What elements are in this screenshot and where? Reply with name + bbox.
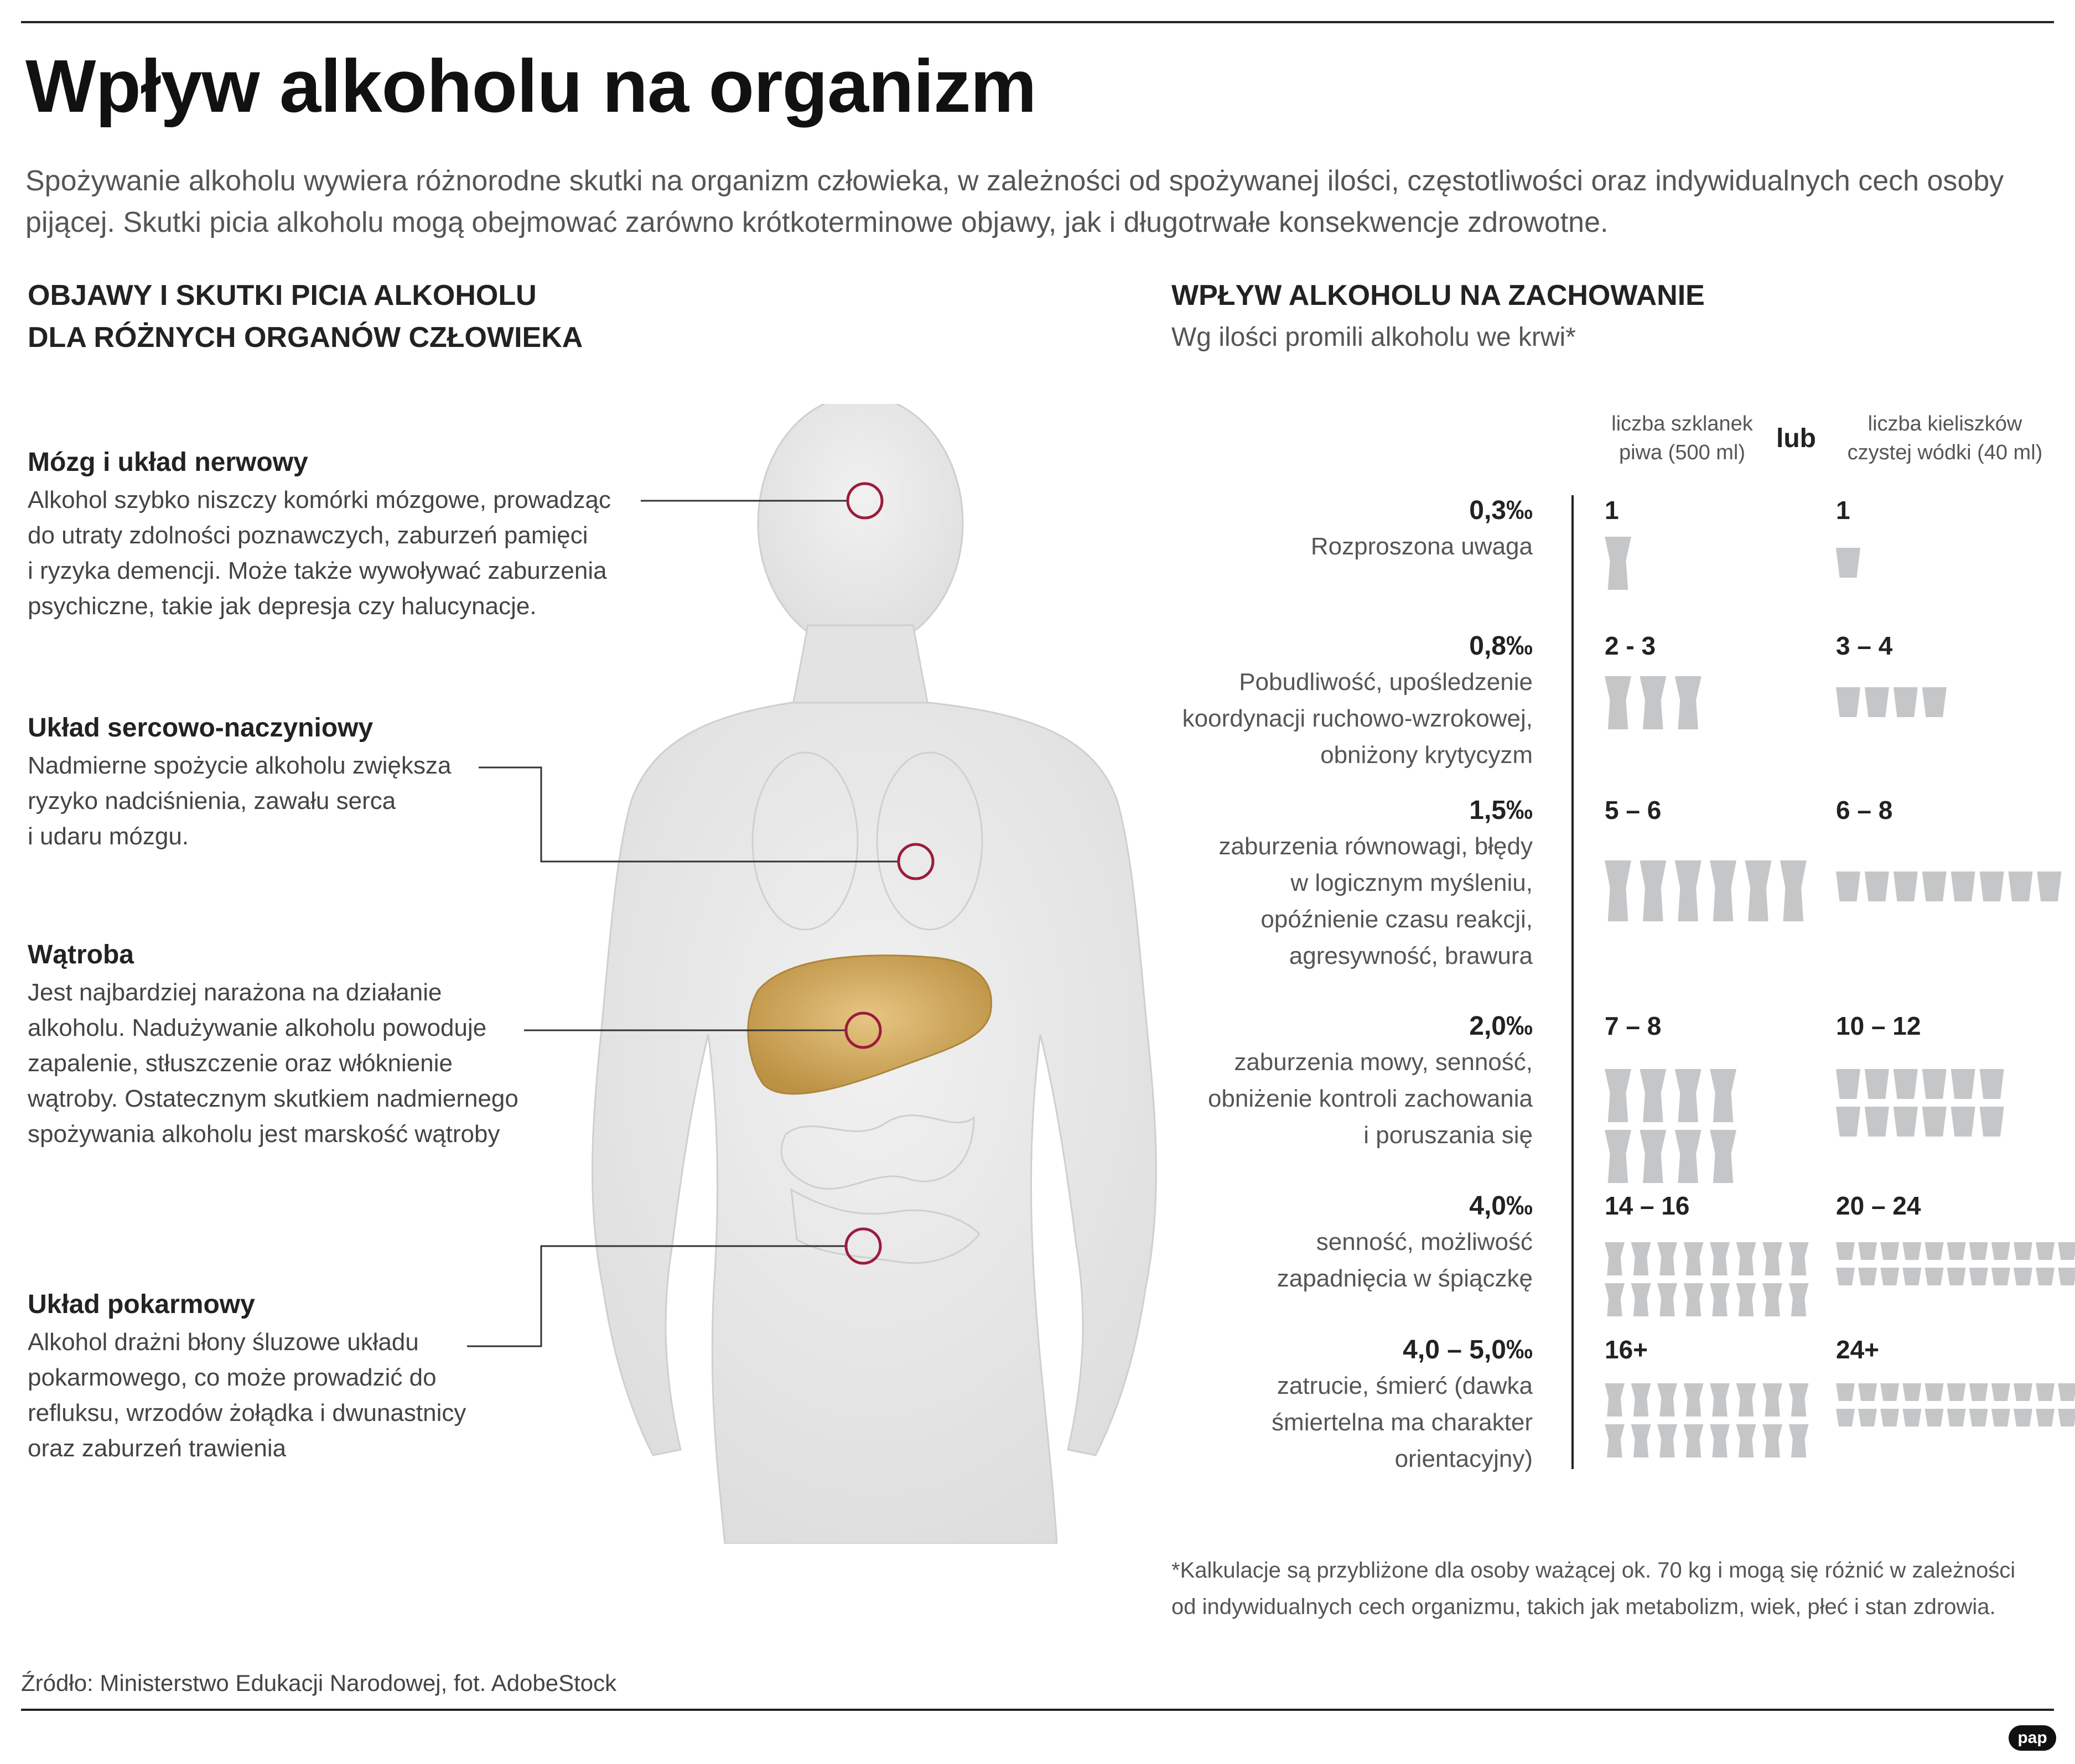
beer-count: 1 (1605, 496, 1619, 525)
beer-glass-icon (1710, 1424, 1730, 1457)
effect-line: orientacyjny) (1394, 1445, 1533, 1472)
organ-heading: Mózg i układ nerwowy (28, 448, 308, 477)
vodka-shot-icon (1924, 1268, 1943, 1285)
organ-text (28, 748, 451, 854)
vodka-shot-icon (1951, 1069, 1975, 1099)
vodka-shot-icon (1991, 1268, 2010, 1285)
beer-glass-icon (1710, 860, 1736, 921)
vodka-glyph-group (1836, 687, 1951, 725)
effect-line: zapadnięcia w śpiączkę (1277, 1265, 1533, 1292)
left-heading-line1: OBJAWY I SKUTKI PICIA ALKOHOLU (28, 279, 537, 312)
pap-logo: pap (2009, 1725, 2056, 1751)
vodka-shot-icon (1836, 1409, 1855, 1426)
vodka-shot-icon (1969, 1268, 1988, 1285)
heart-marker (899, 844, 933, 879)
effect-line: opóźnienie czasu reakcji, (1260, 906, 1533, 933)
beer-glyph-group (1605, 537, 1640, 598)
vodka-shot-icon (1836, 1268, 1855, 1285)
beer-count: 5 – 6 (1605, 796, 1662, 824)
vodka-shot-icon (1880, 1268, 1899, 1285)
beer-glass-icon (1710, 1069, 1736, 1122)
liver-marker (846, 1013, 880, 1047)
vodka-shot-icon (1980, 871, 2004, 901)
vodka-shot-icon (1858, 1383, 1877, 1401)
beer-column-header (1594, 409, 1771, 467)
beer-glass-icon (1762, 1424, 1782, 1457)
vodka-shot-icon (1865, 1069, 1889, 1099)
vodka-shot-icon (1836, 687, 1860, 717)
vodka-shot-icon (1858, 1268, 1877, 1285)
organ-text-line: do utraty zdolności poznawczych, zaburzeń pamięci (28, 522, 588, 549)
vodka-shot-icon (1922, 871, 1947, 901)
digestive-connector (467, 1246, 845, 1346)
vodka-shot-icon (1902, 1409, 1921, 1426)
beer-glass-icon (1789, 1283, 1809, 1316)
beer-glass-icon (1762, 1242, 1782, 1275)
beer-header-line: piwa (500 ml) (1618, 441, 1746, 464)
organ-heading: Układ sercowo-naczyniowy (28, 713, 374, 743)
organ-text-line: oraz zaburzeń trawienia (28, 1435, 287, 1462)
vodka-shot-icon (1902, 1242, 1921, 1260)
vodka-shot-icon (1947, 1383, 1966, 1401)
promille-value: 1,5‰ (1469, 796, 1533, 825)
vodka-shot-icon (1858, 1409, 1877, 1426)
organ-text-line: wątroby. Ostatecznym skutkiem nadmiernego (28, 1085, 518, 1112)
vodka-shot-icon (1924, 1409, 1943, 1426)
beer-glass-icon (1631, 1424, 1651, 1457)
organ-heading: Wątroba (28, 940, 134, 969)
vodka-shot-icon (1865, 871, 1889, 901)
effect-line: zaburzenia równowagi, błędy (1218, 833, 1533, 860)
organ-text (28, 1325, 466, 1466)
beer-glass-icon (1657, 1283, 1677, 1316)
vodka-shot-icon (1969, 1383, 1988, 1401)
beer-count: 7 – 8 (1605, 1011, 1662, 1040)
beer-glyph-group (1605, 1242, 1815, 1324)
left-heading-line2: DLA RÓŻNYCH ORGANÓW CZŁOWIEKA (28, 321, 583, 354)
organ-text-line: ryzyko nadciśnienia, zawału serca (28, 787, 396, 814)
beer-glass-icon (1640, 860, 1666, 921)
beer-glass-icon (1710, 1383, 1730, 1417)
beer-glass-icon (1605, 1069, 1631, 1122)
vodka-shot-icon (1894, 871, 1918, 901)
effect-text (1311, 528, 1533, 565)
beer-glass-icon (1640, 1069, 1666, 1122)
vodka-glyph-group (1836, 1242, 2075, 1293)
vodka-shot-icon (2009, 871, 2033, 901)
vodka-shot-icon (2058, 1242, 2075, 1260)
effect-line: zatrucie, śmierć (dawka (1277, 1372, 1533, 1399)
organ-text-line: psychiczne, takie jak depresja czy halucynacje. (28, 593, 537, 620)
vodka-shot-icon (1924, 1383, 1943, 1401)
vodka-shot-icon (2058, 1268, 2075, 1285)
heart-connector (479, 767, 898, 862)
organ-text-line: pokarmowego, co może prowadzić do (28, 1364, 437, 1391)
right-subheading: Wg ilości promili alkoholu we krwi* (1171, 323, 1576, 352)
vodka-shot-icon (1947, 1409, 1966, 1426)
beer-glass-icon (1605, 1130, 1631, 1183)
vodka-shot-icon (1836, 548, 1860, 578)
footnote-line: od indywidualnych cech organizmu, takich jak metabolizm, wiek, płeć i stan zdrowia. (1171, 1595, 1996, 1619)
digestive-marker (846, 1229, 880, 1263)
effect-line: śmiertelna ma charakter (1272, 1409, 1533, 1436)
vodka-shot-icon (1902, 1268, 1921, 1285)
vodka-shot-icon (1836, 1069, 1860, 1099)
beer-glass-icon (1675, 1069, 1702, 1122)
vodka-glyph-group (1836, 871, 2066, 909)
vodka-shot-icon (2036, 1242, 2055, 1260)
vodka-shot-icon (2058, 1383, 2075, 1401)
vodka-shot-icon (1880, 1383, 1899, 1401)
beer-glass-icon (1745, 860, 1771, 921)
vodka-count: 20 – 24 (1836, 1191, 1921, 1220)
beer-glass-icon (1605, 1424, 1625, 1457)
vodka-count: 10 – 12 (1836, 1011, 1921, 1040)
brain-marker (848, 484, 882, 518)
vodka-shot-icon (1922, 687, 1947, 717)
effect-text (1208, 1044, 1533, 1154)
beer-glass-icon (1736, 1383, 1756, 1417)
vodka-shot-icon (2014, 1409, 2032, 1426)
vodka-shot-icon (1836, 871, 1860, 901)
intro-text: Spożywanie alkoholu wywiera różnorodne skutki na organizm człowieka, w zależności od spożywanej ilości, częstotliwości oraz indywidualnych cech osoby pijącej. Skutki picia alkoholu mogą obejmować zarówno krótkoterminowe objawy, jak i długotrwałe konsekwencje zdrowotne. (25, 165, 2004, 238)
right-heading: WPŁYW ALKOHOLU NA ZACHOWANIE (1171, 279, 1705, 312)
organ-text (28, 482, 611, 624)
organ-text-line: Jest najbardziej narażona na działanie (28, 979, 442, 1006)
source-credit: Źródło: Ministerstwo Edukacji Narodowej, fot. AdobeStock (21, 1670, 617, 1696)
beer-glass-icon (1710, 1130, 1736, 1183)
beer-glass-icon (1605, 537, 1631, 590)
vodka-shot-icon (2014, 1268, 2032, 1285)
vodka-shot-icon (1922, 1069, 1947, 1099)
beer-glyph-group (1605, 1383, 1815, 1465)
beer-glass-icon (1640, 1130, 1666, 1183)
vodka-shot-icon (1924, 1242, 1943, 1260)
beer-glass-icon (1710, 1283, 1730, 1316)
beer-glass-icon (1605, 860, 1631, 921)
beer-glass-icon (1780, 860, 1807, 921)
effect-line: koordynacji ruchowo-wzrokowej, (1182, 705, 1533, 732)
vodka-shot-icon (1836, 1383, 1855, 1401)
vodka-shot-icon (1858, 1242, 1877, 1260)
beer-glass-icon (1605, 1242, 1625, 1275)
beer-glass-icon (1675, 1130, 1702, 1183)
beer-glass-icon (1762, 1383, 1782, 1417)
vodka-shot-icon (1980, 1069, 2004, 1099)
organ-text-line: spożywania alkoholu jest marskość wątroby (28, 1120, 500, 1148)
beer-glass-icon (1605, 1383, 1625, 1417)
vodka-shot-icon (1836, 1107, 1860, 1137)
vodka-shot-icon (1991, 1409, 2010, 1426)
effect-line: obniżenie kontroli zachowania (1207, 1085, 1533, 1112)
vodka-shot-icon (1947, 1268, 1966, 1285)
vodka-shot-icon (1836, 1242, 1855, 1260)
beer-glass-icon (1631, 1283, 1651, 1316)
vodka-shot-icon (1991, 1242, 2010, 1260)
beer-glass-icon (1736, 1424, 1756, 1457)
vodka-shot-icon (1894, 1107, 1918, 1137)
beer-glass-icon (1640, 676, 1666, 729)
vodka-column-header (1837, 409, 2053, 467)
organ-text-line: Alkohol drażni błony śluzowe układu (28, 1329, 419, 1356)
beer-count: 16+ (1605, 1335, 1648, 1364)
beer-glass-icon (1789, 1424, 1809, 1457)
vodka-shot-icon (1880, 1242, 1899, 1260)
vodka-glyph-group (1836, 548, 1865, 585)
vodka-shot-icon (1951, 1107, 1975, 1137)
beer-glass-icon (1605, 676, 1631, 729)
effect-text (1272, 1368, 1533, 1477)
vodka-header-line: liczba kieliszków (1868, 412, 2022, 435)
effect-line: w logicznym myśleniu, (1290, 869, 1533, 896)
bottom-rule (21, 1709, 2054, 1711)
beer-glass-icon (1710, 1242, 1730, 1275)
beer-count: 14 – 16 (1605, 1191, 1690, 1220)
beer-glass-icon (1789, 1383, 1809, 1417)
vodka-shot-icon (1865, 687, 1889, 717)
beer-glass-icon (1789, 1242, 1809, 1275)
vodka-shot-icon (2014, 1242, 2032, 1260)
effect-text (1182, 664, 1533, 774)
organ-text-line: i udaru mózgu. (28, 823, 189, 850)
beer-glass-icon (1684, 1424, 1704, 1457)
beer-glass-icon (1675, 676, 1702, 729)
organ-text-line: zapalenie, stłuszczenie oraz włóknienie (28, 1050, 453, 1077)
beer-glass-icon (1684, 1283, 1704, 1316)
organ-heading: Układ pokarmowy (28, 1290, 255, 1319)
vodka-glyph-group (1836, 1069, 2009, 1144)
vodka-shot-icon (1969, 1242, 1988, 1260)
vodka-shot-icon (1922, 1107, 1947, 1137)
beer-glass-icon (1675, 860, 1702, 921)
vodka-shot-icon (2014, 1383, 2032, 1401)
organ-text-line: i ryzyka demencji. Może także wywoływać zaburzenia (28, 557, 607, 584)
beer-glass-icon (1762, 1283, 1782, 1316)
vodka-shot-icon (1902, 1383, 1921, 1401)
effect-text (1277, 1224, 1533, 1297)
promille-value: 2,0‰ (1469, 1011, 1533, 1041)
beer-count: 2 - 3 (1605, 631, 1656, 660)
organ-text-line: Alkohol szybko niszczy komórki mózgowe, prowadząc (28, 486, 611, 513)
footnote-line: *Kalkulacje są przybliżone dla osoby ważącej ok. 70 kg i mogą się różnić w zależności (1171, 1558, 2016, 1583)
vodka-shot-icon (1969, 1409, 1988, 1426)
vodka-shot-icon (2036, 1268, 2055, 1285)
vodka-shot-icon (1894, 1069, 1918, 1099)
vodka-shot-icon (1980, 1107, 2004, 1137)
promille-value: 4,0‰ (1469, 1191, 1533, 1221)
vodka-shot-icon (1947, 1242, 1966, 1260)
organ-text-line: alkoholu. Nadużywanie alkoholu powoduje (28, 1014, 487, 1041)
beer-glyph-group (1605, 676, 1710, 737)
promille-value: 0,3‰ (1469, 496, 1533, 525)
beer-glass-icon (1657, 1383, 1677, 1417)
beer-glyph-group (1605, 1069, 1745, 1191)
vodka-shot-icon (2037, 871, 2061, 901)
beer-glass-icon (1631, 1383, 1651, 1417)
or-label: lub (1776, 424, 1816, 453)
beer-glass-icon (1736, 1242, 1756, 1275)
beer-glyph-group (1605, 860, 1815, 929)
vodka-shot-icon (1894, 687, 1918, 717)
vodka-shot-icon (1880, 1409, 1899, 1426)
beer-header-line: liczba szklanek (1611, 412, 1753, 435)
effect-line: senność, możliwość (1316, 1228, 1533, 1255)
effect-line: Rozproszona uwaga (1310, 533, 1533, 560)
beer-glass-icon (1605, 1283, 1625, 1316)
beer-glass-icon (1736, 1283, 1756, 1316)
beer-glass-icon (1684, 1242, 1704, 1275)
vodka-shot-icon (1991, 1383, 2010, 1401)
vodka-shot-icon (2058, 1409, 2075, 1426)
table-divider (1571, 495, 1574, 1469)
effect-line: Pobudliwość, upośledzenie (1239, 668, 1533, 696)
beer-glass-icon (1631, 1242, 1651, 1275)
vodka-count: 24+ (1836, 1335, 1880, 1364)
promille-value: 4,0 – 5,0‰ (1403, 1335, 1533, 1364)
vodka-count: 3 – 4 (1836, 631, 1893, 660)
effect-line: obniżony krytycyzm (1320, 741, 1533, 769)
beer-glass-icon (1684, 1383, 1704, 1417)
beer-glass-icon (1657, 1424, 1677, 1457)
footnote (1171, 1552, 2015, 1625)
vodka-shot-icon (2036, 1383, 2055, 1401)
vodka-shot-icon (2036, 1409, 2055, 1426)
vodka-shot-icon (1951, 871, 1975, 901)
vodka-glyph-group (1836, 1383, 2075, 1434)
organ-text-line: refluksu, wrzodów żołądka i dwunastnicy (28, 1399, 466, 1426)
vodka-count: 6 – 8 (1836, 796, 1893, 824)
organ-text (28, 975, 518, 1152)
vodka-header-line: czystej wódki (40 ml) (1847, 441, 2043, 464)
beer-glass-icon (1657, 1242, 1677, 1275)
effect-text (1219, 828, 1533, 974)
effect-line: i poruszania się (1363, 1122, 1533, 1149)
effect-line: zaburzenia mowy, senność, (1234, 1049, 1533, 1076)
page-title: Wpływ alkoholu na organizm (25, 44, 1036, 128)
effect-line: agresywność, brawura (1289, 942, 1533, 969)
vodka-shot-icon (1865, 1107, 1889, 1137)
vodka-count: 1 (1836, 496, 1850, 525)
organ-text-line: Nadmierne spożycie alkoholu zwiększa (28, 752, 452, 779)
promille-value: 0,8‰ (1469, 631, 1533, 661)
